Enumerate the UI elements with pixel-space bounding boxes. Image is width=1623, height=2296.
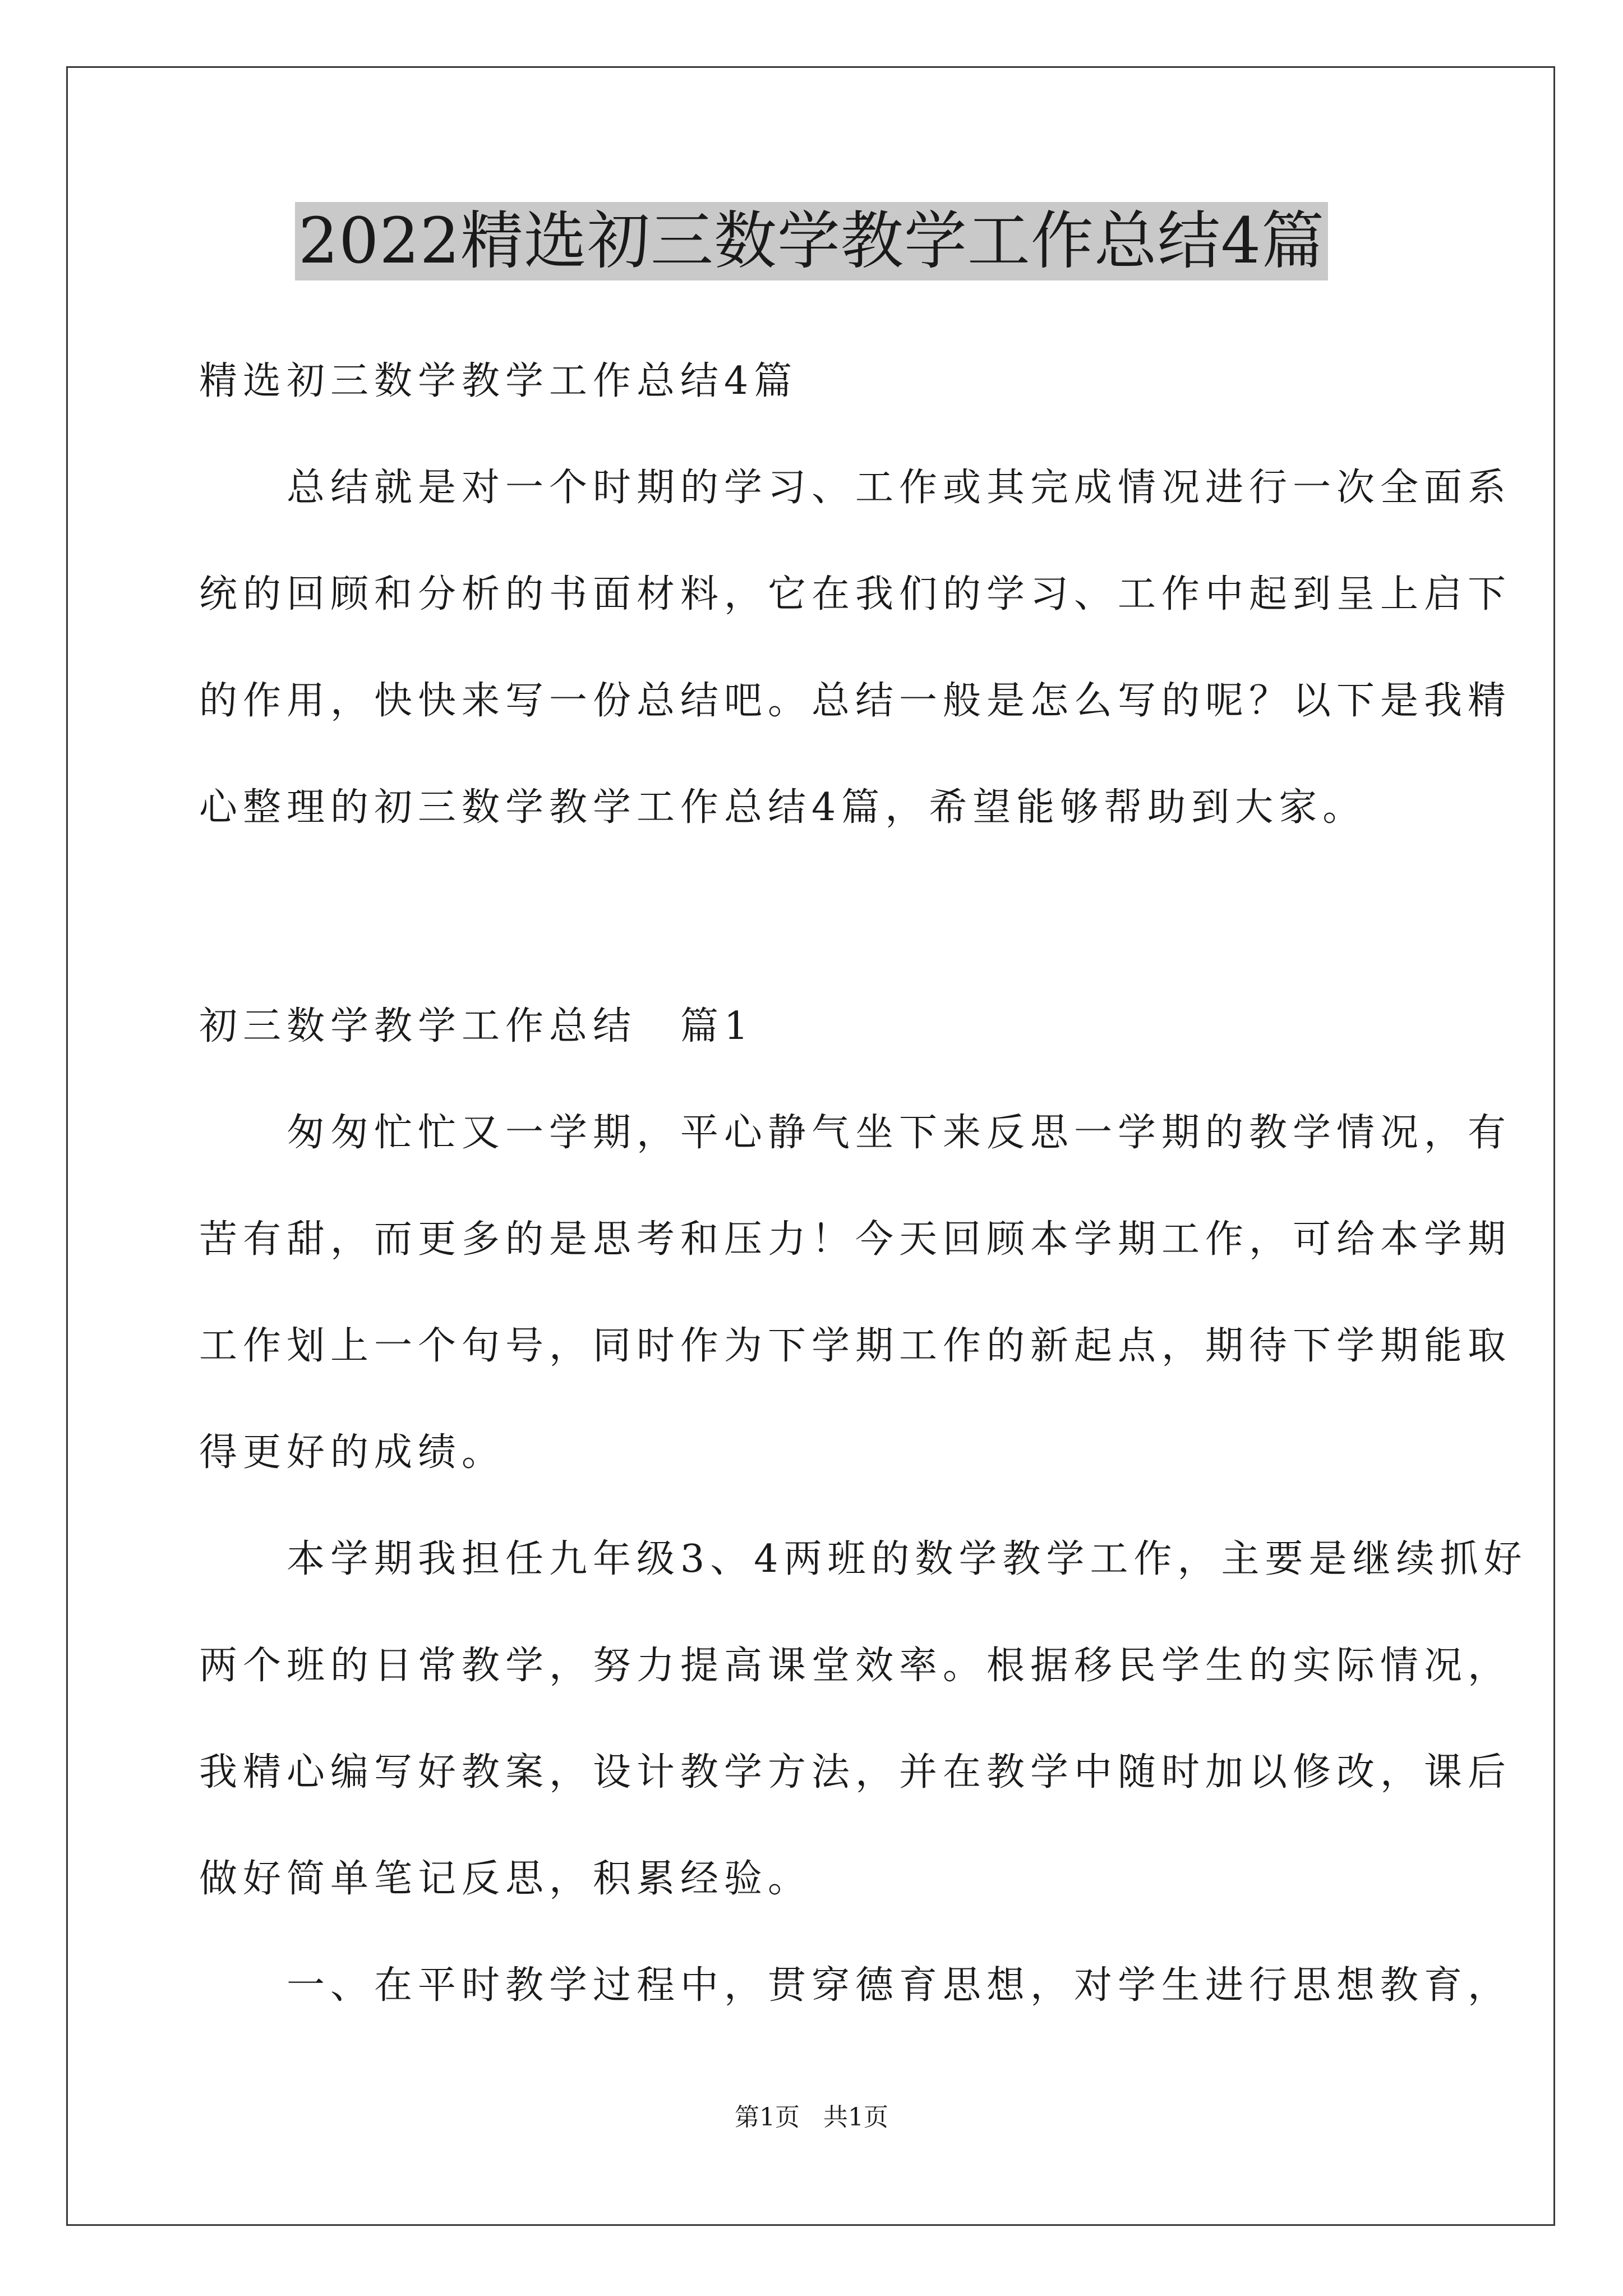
intro-line: 心整理的初三数学教学工作总结4篇，希望能够帮助到大家。 (199, 785, 1367, 830)
title-container (0, 202, 1623, 280)
paragraph-line: 得更好的成绩。 (199, 1430, 506, 1475)
paragraph-line: 一、在平时教学过程中，贯穿德育思想，对学生进行思想教育， (199, 1963, 1512, 2008)
document-title: 2022精选初三数学教学工作总结4篇 (295, 202, 1328, 280)
page-footer (0, 2101, 1623, 2134)
page-number-total: 共1页 (823, 2103, 888, 2132)
paragraph-line: 我精心编写好教案，设计教学方法，并在教学中随时加以修改，课后 (199, 1750, 1512, 1795)
intro-line: 的作用，快快来写一份总结吧。总结一般是怎么写的呢？以下是我精 (199, 679, 1512, 723)
paragraph-line: 苦有甜，而更多的是思考和压力！今天回顾本学期工作，可给本学期 (199, 1217, 1512, 1262)
page-number-current: 第1页 (735, 2103, 800, 2132)
paragraph-line: 匆匆忙忙又一学期，平心静气坐下来反思一学期的教学情况，有 (199, 1111, 1512, 1155)
paragraph-line: 两个班的日常教学，努力提高课堂效率。根据移民学生的实际情况， (199, 1644, 1512, 1688)
intro-line: 总结就是对一个时期的学习、工作或其完成情况进行一次全面系 (199, 466, 1512, 510)
paragraph-line: 工作划上一个句号，同时作为下学期工作的新起点，期待下学期能取 (199, 1324, 1512, 1368)
document-subtitle: 精选初三数学教学工作总结4篇 (199, 359, 798, 403)
intro-line: 统的回顾和分析的书面材料，它在我们的学习、工作中起到呈上启下 (199, 572, 1512, 616)
section-heading: 初三数学教学工作总结 篇1 (199, 1004, 754, 1048)
paragraph-line: 本学期我担任九年级3、4两班的数学教学工作，主要是继续抓好 (199, 1537, 1528, 1581)
paragraph-line: 做好简单笔记反思，积累经验。 (199, 1857, 812, 1901)
